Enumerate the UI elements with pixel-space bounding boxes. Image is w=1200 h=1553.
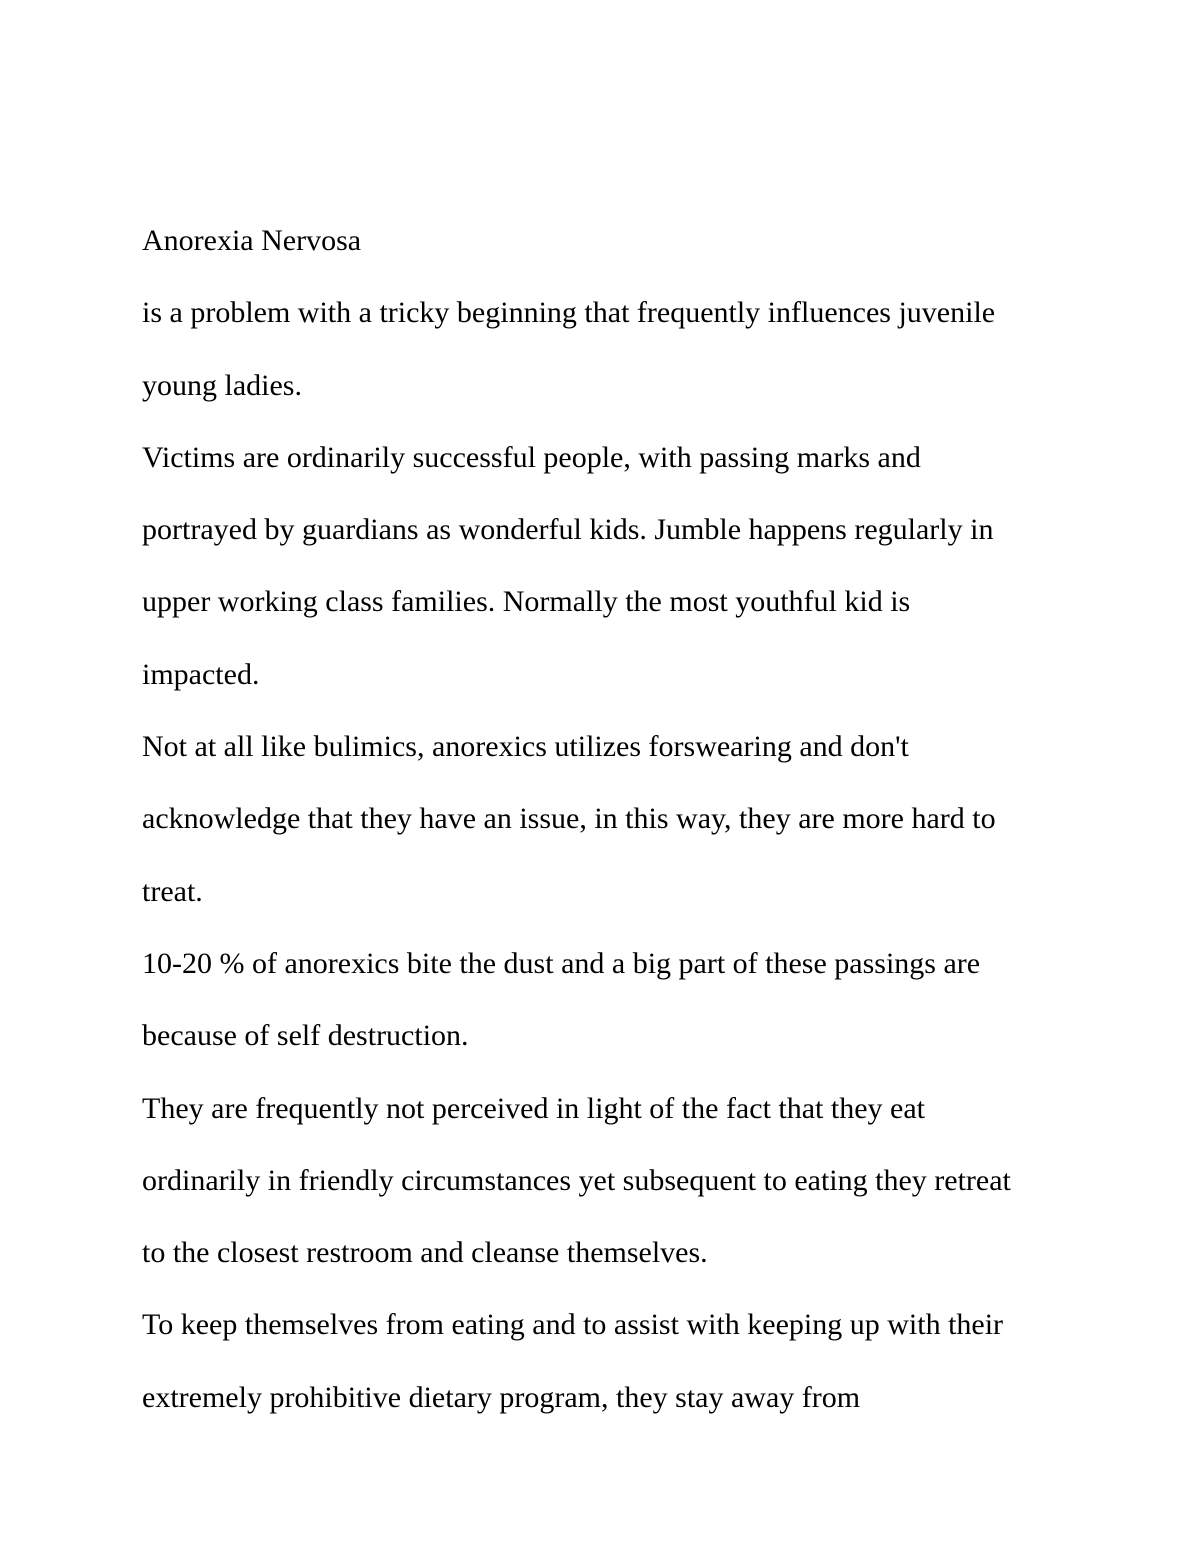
text-line: Not at all like bulimics, anorexics utilizes forswearing and don't [142,730,909,764]
text-line: young ladies. [142,368,302,402]
text-line: upper working class families. Normally the most youthful kid is [142,585,911,619]
text-line: because of self destruction. [142,1019,469,1053]
text-line: acknowledge that they have an issue, in this way, they are more hard to [142,802,996,836]
text-line: ordinarily in friendly circumstances yet subsequent to eating they retreat [142,1163,1011,1197]
text-line: treat. [142,874,203,908]
text-line: is a problem with a tricky beginning that frequently influences juvenile [142,296,996,330]
text-line: 10-20 % of anorexics bite the dust and a big part of these passings are [142,946,981,980]
text-line: To keep themselves from eating and to assist with keeping up with their [142,1308,1004,1342]
document-body [142,205,1072,1434]
text-line: They are frequently not perceived in light of the fact that they eat [142,1091,926,1125]
text-line: Victims are ordinarily successful people, with passing marks and [142,440,921,474]
text-line: portrayed by guardians as wonderful kids. Jumble happens regularly in [142,513,994,547]
text-line: impacted. [142,657,260,691]
document-title: Anorexia Nervosa [142,224,362,257]
text-line: extremely prohibitive dietary program, they stay away from [142,1380,861,1414]
text-line: to the closest restroom and cleanse themselves. [142,1236,708,1270]
